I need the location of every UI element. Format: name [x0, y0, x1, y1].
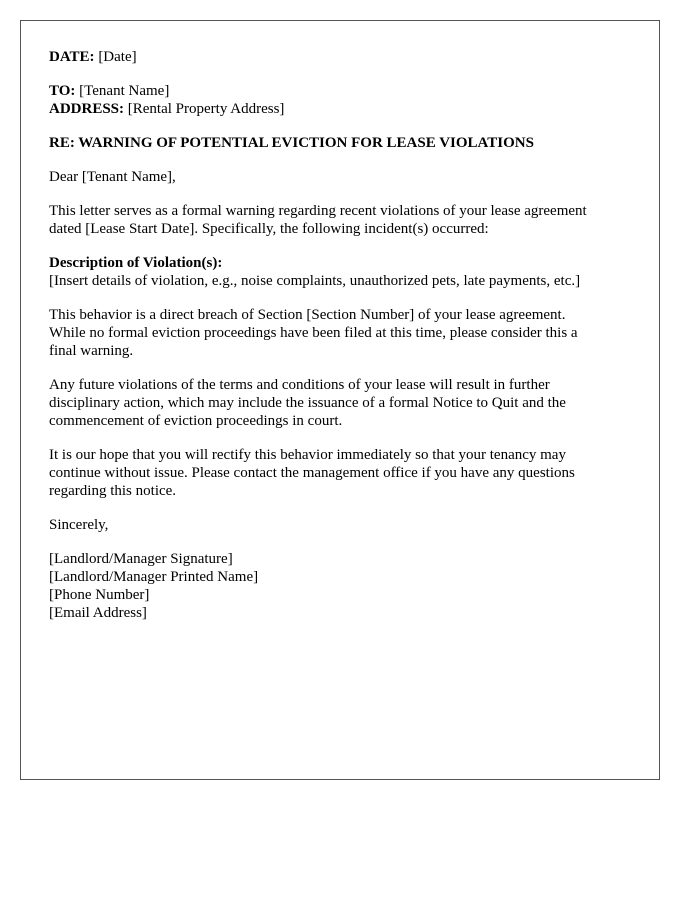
- signature-block: [49, 550, 639, 622]
- paragraph-line: This letter serves as a formal warning regarding recent violations of your lease agreement: [49, 203, 587, 219]
- paragraph-line: final warning.: [49, 343, 134, 359]
- date-line: [49, 48, 639, 66]
- paragraph-hope: [49, 446, 639, 500]
- paragraph-line: commencement of eviction proceedings in court.: [49, 413, 343, 429]
- salutation-block: [49, 168, 639, 186]
- to-line: [49, 82, 639, 100]
- recipient-block: [49, 82, 639, 118]
- closing-block: [49, 516, 639, 534]
- salutation: Dear [Tenant Name],: [49, 169, 176, 185]
- violation-section: [49, 254, 639, 290]
- paragraph-line: This behavior is a direct breach of Section [Section Number] of your lease agreement.: [49, 307, 566, 323]
- to-value: [Tenant Name]: [79, 83, 170, 99]
- address-value: [Rental Property Address]: [127, 101, 285, 117]
- paragraph-line: continue without issue. Please contact the management office if you have any questions: [49, 465, 575, 481]
- violation-details: [Insert details of violation, e.g., noise complaints, unauthorized pets, late payments, etc.]: [49, 273, 581, 289]
- address-line: [49, 100, 639, 118]
- violation-heading: Description of Violation(s):: [49, 255, 223, 271]
- paragraph-line: regarding this notice.: [49, 483, 177, 499]
- closing: Sincerely,: [49, 517, 109, 533]
- letter-content: [49, 48, 639, 638]
- paragraph-consequences: [49, 376, 639, 430]
- paragraph-breach: [49, 306, 639, 360]
- email-line: [Email Address]: [49, 605, 147, 621]
- date-block: [49, 48, 639, 66]
- paragraph-intro: [49, 202, 639, 238]
- subject-line: RE: WARNING OF POTENTIAL EVICTION FOR LEASE VIOLATIONS: [49, 135, 534, 151]
- signature-line: [Landlord/Manager Signature]: [49, 551, 233, 567]
- date-label: DATE:: [49, 49, 95, 65]
- paragraph-line: dated [Lease Start Date]. Specifically, the following incident(s) occurred:: [49, 221, 489, 237]
- subject-block: [49, 134, 639, 152]
- date-value: [Date]: [98, 49, 137, 65]
- phone-line: [Phone Number]: [49, 587, 150, 603]
- printed-name-line: [Landlord/Manager Printed Name]: [49, 569, 259, 585]
- address-label: ADDRESS:: [49, 101, 125, 117]
- paragraph-line: disciplinary action, which may include the issuance of a formal Notice to Quit and the: [49, 395, 566, 411]
- letter-page: [20, 20, 660, 780]
- to-label: TO:: [49, 83, 76, 99]
- paragraph-line: Any future violations of the terms and conditions of your lease will result in further: [49, 377, 550, 393]
- paragraph-line: While no formal eviction proceedings have been filed at this time, please consider this a: [49, 325, 578, 341]
- paragraph-line: It is our hope that you will rectify this behavior immediately so that your tenancy may: [49, 447, 566, 463]
